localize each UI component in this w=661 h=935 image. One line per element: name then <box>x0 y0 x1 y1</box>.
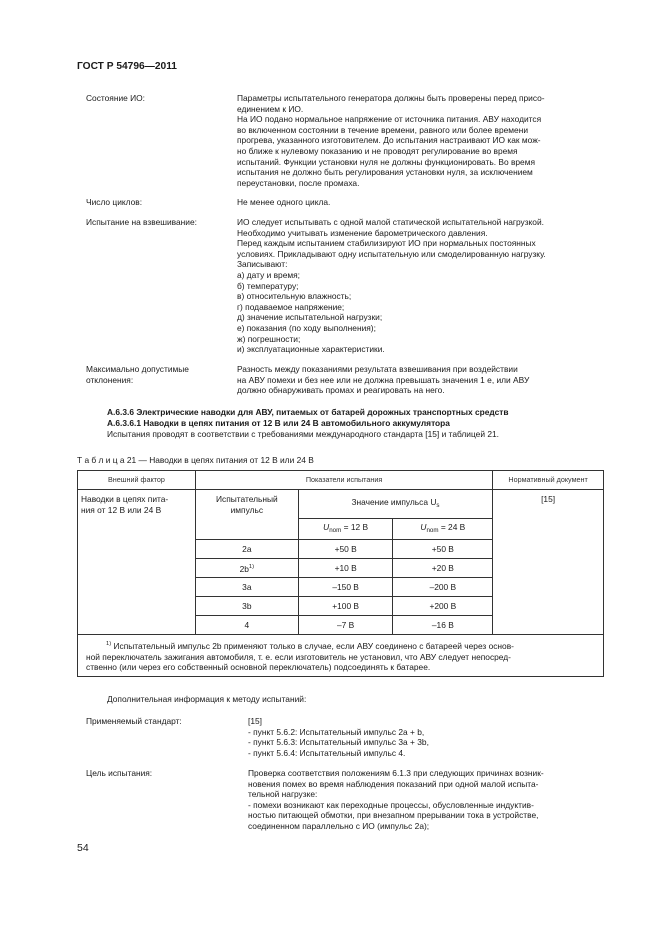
value-24v-cell: +20 В <box>393 559 493 578</box>
col-24v-header: $U_{nom} = 24$ В <box>393 519 493 540</box>
param-label-weighing: Испытание на взвешивание: <box>86 217 197 227</box>
table-footnote: $^{1)}$ Испытательный импульс 2b применяют только в случае, если АВУ соединено с батареей через основ- ной переключатель зажигания автомобиля, т. е. если изготовитель не установил, что АВУ следует непосред- ственно (или через его собственный основной переключатель) подсоединять к батарее. <box>78 635 604 677</box>
header-normative-document: Нормативный документ <box>493 471 604 490</box>
value-24v-cell: +200 В <box>393 597 493 616</box>
param-value-state: Параметры испытательного генератора должны быть проверены перед присо- единением к ИО. На ИО подано нормальное напряжение от источника питания. АВУ находится во включенном состоянии в течение времени, равного или более времени прогрева, указанного изготовителем. До испытания настраивают ИО как мож- но ближе к нулевому показанию и не проводят регулирование во время испытаний. Функции установки нуля не должны функционировать. Во время испытания не должно быть регулирования установки нуля, за исключением переустановки, после промаха. <box>237 93 545 188</box>
pulse-value-header: Значение импульса $U_s$ <box>298 490 492 519</box>
additional-info-intro: Дополнительная информация к методу испытаний: <box>107 694 307 704</box>
table-caption: Т а б л и ц а 21 — Наводки в цепях питания от 12 В или 24 В <box>77 455 314 465</box>
pulse-cell: 3a <box>195 578 298 597</box>
param-value-cycles: Не менее одного цикла. <box>237 197 331 207</box>
page-number: 54 <box>77 842 89 854</box>
col-12v-header: $U_{nom} = 12$ В <box>298 519 393 540</box>
param-value-deviation: Разность между показаниями результата взвешивания при воздействии на АВУ помехи и без нее или не должна превышать значения 1 е, или АВУ должно обнаруживать промах и реагировать на него. <box>237 364 530 396</box>
header-test-parameters: Показатели испытания <box>195 471 492 490</box>
purpose-value: Проверка соответствия положениям 6.1.3 при следующих причинах возник- новения помех во время наблюдения показаний при одной малой испыта- тельной нагрузке: - помехи возникают как переходные процессы, обусловленные индуктив- ностью питающей обмотки, при внезапном прерывании тока в устройстве, соединенном параллельно с ИО (импульс 2a); <box>248 768 544 831</box>
value-12v-cell: –150 В <box>298 578 393 597</box>
factor-cell: Наводки в цепях пита- ния от 12 В или 24 В <box>78 490 196 635</box>
standard-value: [15] - пункт 5.6.2: Испытательный импульс 2a + b, - пункт 5.6.3: Испытательный импульс 3a + 3b, - пункт 5.6.4: Испытательный импульс 4. <box>248 716 429 758</box>
table-21 <box>77 470 604 677</box>
pulse-cell: $2b^{1)}$ <box>195 559 298 578</box>
pulse-cell: 2a <box>195 540 298 559</box>
param-label-state: Состояние ИО: <box>86 93 145 103</box>
value-12v-cell: –7 В <box>298 616 393 635</box>
purpose-label: Цель испытания: <box>86 768 153 778</box>
section-intro: Испытания проводят в соответствии с требованиями международного стандарта [15] и таблицей 21. <box>107 429 499 439</box>
value-24v-cell: –16 В <box>393 616 493 635</box>
param-label-cycles: Число циклов: <box>86 197 143 207</box>
header-external-factor: Внешний фактор <box>78 471 196 490</box>
standard-label: Применяемый стандарт: <box>86 716 182 726</box>
pulse-cell: 4 <box>195 616 298 635</box>
param-value-weighing: ИО следует испытывать с одной малой статической испытательной нагрузкой. Необходимо учитывать изменение барометрического давления. Перед каждым испытанием стабилизируют ИО при нормальных постоянных условиях. Прикладывают одну испытательную или смоделированную нагрузку. Записывают: а) дату и время; б) температуру; в) относительную влажность; г) подаваемое напряжение; д) значение испытательной нагрузки; е) показания (по ходу выполнения); ж) погрешности; и) эксплуатационные характеристики. <box>237 217 546 355</box>
document-header: ГОСТ Р 54796—2011 <box>77 61 177 72</box>
subsection-heading: А.6.3.6.1 Наводки в цепях питания от 12 В или 24 В автомобильного аккумулятора <box>107 418 450 428</box>
param-label-deviation: Максимально допустимые отклонения: <box>86 364 189 385</box>
value-24v-cell: –200 В <box>393 578 493 597</box>
pulse-cell: 3b <box>195 597 298 616</box>
normative-cell: [15] <box>493 490 604 635</box>
value-24v-cell: +50 В <box>393 540 493 559</box>
value-12v-cell: +100 В <box>298 597 393 616</box>
pulse-header: Испытательный импульс <box>195 490 298 540</box>
value-12v-cell: +10 В <box>298 559 393 578</box>
value-12v-cell: +50 В <box>298 540 393 559</box>
section-heading: А.6.3.6 Электрические наводки для АВУ, питаемых от батарей дорожных транспортных средств <box>107 407 509 417</box>
